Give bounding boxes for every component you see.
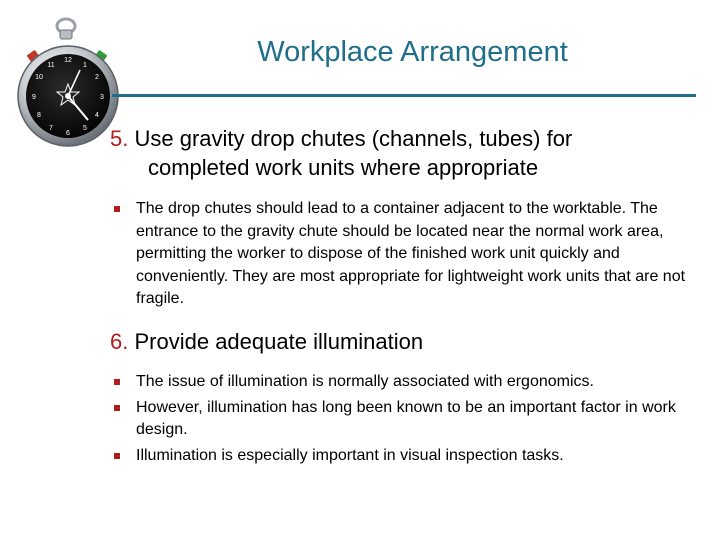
square-bullet-icon (114, 379, 120, 385)
section-6-heading (110, 327, 423, 356)
square-bullet-icon (114, 206, 120, 212)
svg-text:6: 6 (66, 130, 70, 137)
bullet-item (114, 371, 694, 394)
title-divider (112, 94, 696, 97)
slide-title: Workplace Arrangement (257, 36, 568, 68)
section-number: 5. (110, 126, 129, 151)
bullet-item (114, 198, 694, 311)
svg-text:7: 7 (49, 125, 53, 132)
section-heading-text: Provide adequate illumination (134, 329, 424, 354)
section-5-bullets (114, 198, 694, 311)
stopwatch-icon (14, 16, 122, 158)
svg-text:12: 12 (64, 57, 72, 64)
svg-text:10: 10 (35, 74, 43, 81)
section-heading-text: Use gravity drop chutes (channels, tubes) for (134, 126, 573, 151)
square-bullet-icon (114, 405, 120, 411)
svg-text:1: 1 (83, 62, 87, 69)
section-6-bullets (114, 371, 694, 467)
svg-text:4: 4 (95, 112, 99, 119)
svg-text:5: 5 (83, 125, 87, 132)
section-heading-continuation: completed work units where appropriate (148, 155, 539, 180)
bullet-text: Illumination is especially important in visual inspection tasks. (136, 446, 564, 464)
svg-text:11: 11 (47, 62, 55, 69)
bullet-text: The issue of illumination is normally associated with ergonomics. (136, 373, 594, 390)
section-number: 6. (110, 329, 129, 354)
square-bullet-icon (114, 453, 120, 459)
svg-text:2: 2 (95, 74, 99, 81)
section-5-heading (110, 124, 572, 182)
svg-text:3: 3 (100, 94, 104, 101)
bullet-item (114, 445, 694, 468)
svg-text:9: 9 (32, 94, 36, 101)
bullet-item (114, 397, 694, 442)
bullet-text: The drop chutes should lead to a container adjacent to the worktable. The entrance to the gravity chute should be located near the normal work area, permitting the worker to dispose of the finished work unit quickly and conveniently. They are most appropriate for lightweight work units that are not fragile. (136, 200, 686, 307)
svg-text:8: 8 (37, 112, 41, 119)
bullet-text: However, illumination has long been known to be an important factor in work design. (136, 398, 676, 438)
